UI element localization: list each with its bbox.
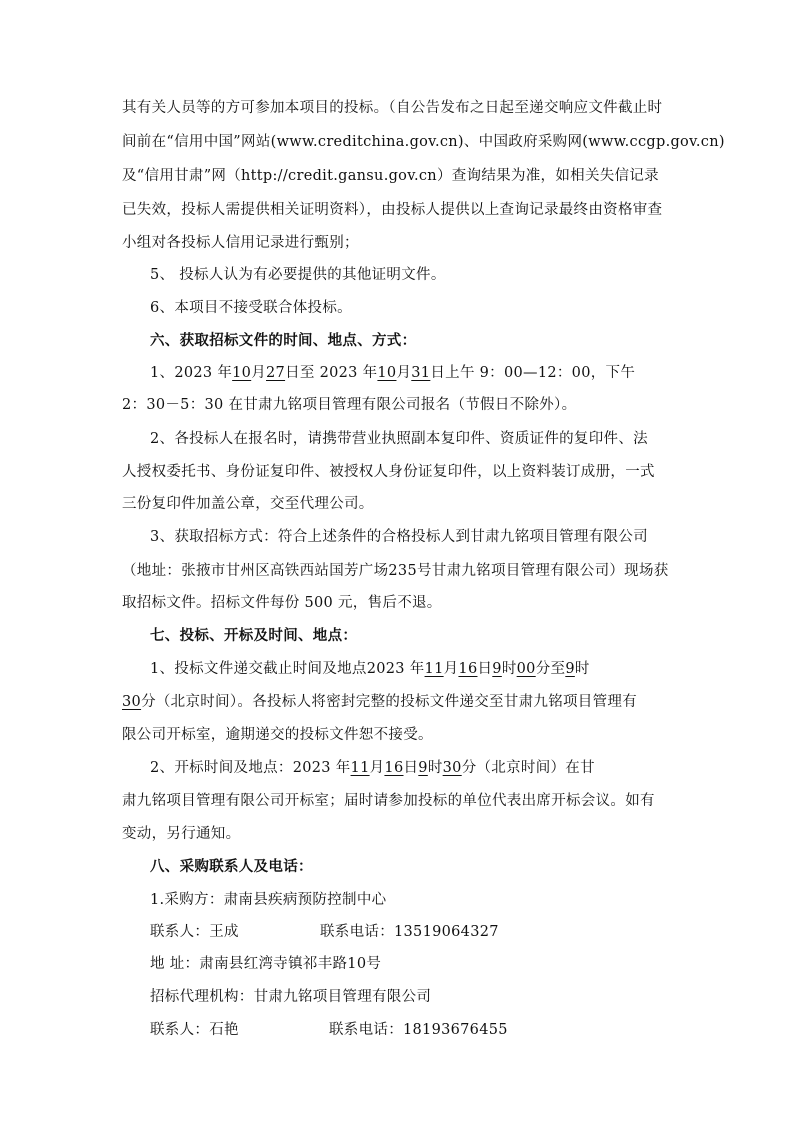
- text-line: 限公司开标室，逾期递交的投标文件恕不接受。: [122, 727, 433, 743]
- text-line: （地址：张掖市甘州区高铁西站国芳广场235号甘肃九铭项目管理有限公司）现场获: [122, 563, 669, 579]
- text-line: 2：30－5：30 在甘肃九铭项目管理有限公司报名（节假日不除外）。: [122, 397, 577, 413]
- text-line: 已失效，投标人需提供相关证明资料），由投标人提供以上查询记录最终由资格审查: [122, 202, 663, 218]
- text-line: 及“信用甘肃”网（http://credit.gansu.gov.cn）查询结果为准，如相关失信记录: [122, 168, 659, 184]
- section-heading: 七、投标、开标及时间、地点：: [150, 627, 358, 644]
- text-line: 5、 投标人认为有必要提供的其他证明文件。: [150, 267, 446, 283]
- text-line: 2、各投标人在报名时，请携带营业执照副本复印件、资质证件的复印件、法: [150, 431, 648, 447]
- section-heading: 八、采购联系人及电话：: [150, 858, 313, 875]
- agency-contact-phone: 联系电话：18193676455: [329, 1022, 508, 1038]
- text-line: 肃九铭项目管理有限公司开标室；届时请参加投标的单位代表出席开标会议。如有: [122, 793, 655, 809]
- text-line: 人授权委托书、身份证复印件、被授权人身份证复印件，以上资料装订成册，一式: [122, 464, 655, 480]
- agency-contact-name: 联系人：石艳: [150, 1022, 239, 1038]
- agency-name: 招标代理机构：甘肃九铭项目管理有限公司: [150, 989, 432, 1005]
- text-line: 间前在“信用中国”网站(www.creditchina.gov.cn)、中国政府采购网(www.ccgp.gov.cn): [122, 134, 725, 150]
- opening-time-line: 2、开标时间及地点：2023 年11月16日9时30分（北京时间）在甘: [150, 760, 595, 776]
- purchaser-address: 地 址：肃南县红湾寺镇祁丰路10号: [150, 956, 382, 972]
- bid-deadline-line-2: 30分（北京时间）。各投标人将密封完整的投标文件递交至甘肃九铭项目管理有: [122, 694, 638, 710]
- text-line: 1.采购方：肃南县疾病预防控制中心: [150, 892, 387, 908]
- text-line: 变动，另行通知。: [122, 826, 241, 842]
- purchaser-contact-name: 联系人：王成: [150, 924, 239, 940]
- text-line: 6、本项目不接受联合体投标。: [150, 300, 352, 316]
- text-line: 其有关人员等的方可参加本项目的投标。（自公告发布之日起至递交响应文件截止时: [122, 100, 663, 116]
- text-line: 取招标文件。招标文件每份 500 元，售后不退。: [122, 595, 442, 611]
- text-line: 小组对各投标人信用记录进行甄别；: [122, 235, 359, 251]
- section-heading: 六、获取招标文件的时间、地点、方式：: [150, 332, 417, 349]
- registration-date-line: 1、2023 年10月27日至 2023 年10月31日上午 9：00—12：00，下午: [150, 365, 636, 381]
- text-line: 三份复印件加盖公章，交至代理公司。: [122, 496, 374, 512]
- text-line: 3、获取招标方式：符合上述条件的合格投标人到甘肃九铭项目管理有限公司: [150, 529, 648, 545]
- bid-deadline-line: 1、投标文件递交截止时间及地点2023 年11月16日9时00分至9时: [150, 661, 590, 677]
- purchaser-contact-phone: 联系电话：13519064327: [320, 924, 499, 940]
